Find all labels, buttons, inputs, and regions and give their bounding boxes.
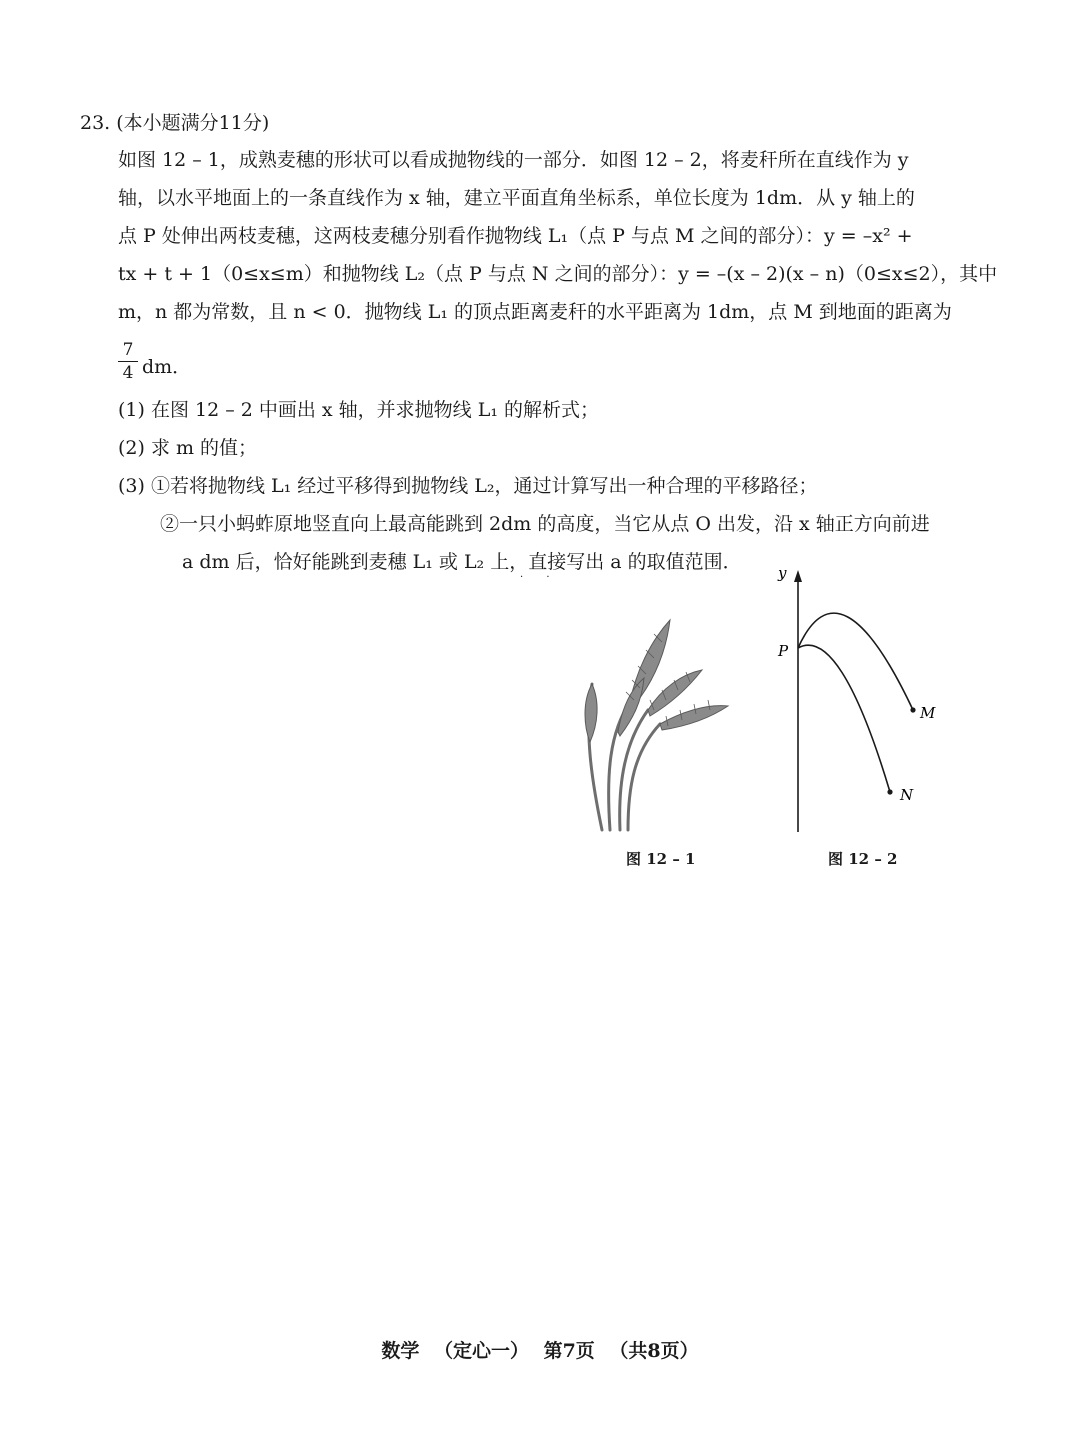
figure1-caption: 图 12 – 1 xyxy=(626,850,696,868)
fraction-bar xyxy=(118,361,138,362)
part-3-2: ②一只小蚂蚱原地竖直向上最高能跳到 2dm 的高度，当它从点 O 出发，沿 x 轴正方向前进 xyxy=(160,513,930,535)
parabola-diagram xyxy=(770,560,960,840)
point-n xyxy=(887,789,892,794)
point-m xyxy=(910,707,915,712)
question-line-1: 如图 12 – 1，成熟麦穗的形状可以看成抛物线的一部分．如图 12 – 2，将麦秆所在直线作为 y xyxy=(118,149,909,171)
question-line-4: tx + t + 1（0≤x≤m）和抛物线 L₂（点 P 与点 N 之间的部分）：y = –(x – 2)(x – n)（0≤x≤2），其中 xyxy=(118,263,998,285)
fraction-denominator: 4 xyxy=(122,363,134,383)
part-2: (2) 求 m 的值； xyxy=(118,437,258,459)
y-axis-arrow-icon xyxy=(794,570,802,582)
figure2-caption: 图 12 – 2 xyxy=(828,850,898,868)
wheat-illustration xyxy=(570,612,740,842)
part-1: (1) 在图 12 – 2 中画出 x 轴，并求抛物线 L₁ 的解析式； xyxy=(118,399,599,421)
part-3-2-cont: a dm 后，恰好能跳到麦穗 L₁ 或 L₂ 上，直接写出 a 的取值范围． xyxy=(182,551,742,573)
parabola-l2 xyxy=(798,645,890,792)
question-line-2: 轴，以水平地面上的一条直线作为 x 轴，建立平面直角坐标系，单位长度为 1dm．从 y 轴上的 xyxy=(118,187,915,209)
fraction-unit: dm． xyxy=(142,356,192,378)
question-line-5: m，n 都为常数，且 n < 0．抛物线 L₁ 的顶点距离麦秆的水平距离为 1dm，点 M 到地面的距离为 xyxy=(118,301,952,323)
label-y: y xyxy=(778,564,787,582)
question-line-3: 点 P 处伸出两枝麦穗，这两枝麦穗分别看作抛物线 L₁（点 P 与点 M 之间的部分）：y = –x² + xyxy=(118,225,913,247)
fraction-numerator: 7 xyxy=(122,340,134,360)
parabola-l1 xyxy=(798,613,913,710)
page-footer: 数学 （定心一） 第7页 （共8页） xyxy=(381,1340,699,1362)
emphasis-dots: · · xyxy=(520,572,560,583)
label-n: N xyxy=(900,786,914,804)
fraction-seven-fourths xyxy=(118,340,138,383)
label-m: M xyxy=(920,704,936,722)
question-header: 23. (本小题满分11分) xyxy=(80,112,270,134)
part-3-1: (3) ①若将抛物线 L₁ 经过平移得到抛物线 L₂，通过计算写出一种合理的平移路径； xyxy=(118,475,818,497)
label-p: P xyxy=(778,642,789,660)
